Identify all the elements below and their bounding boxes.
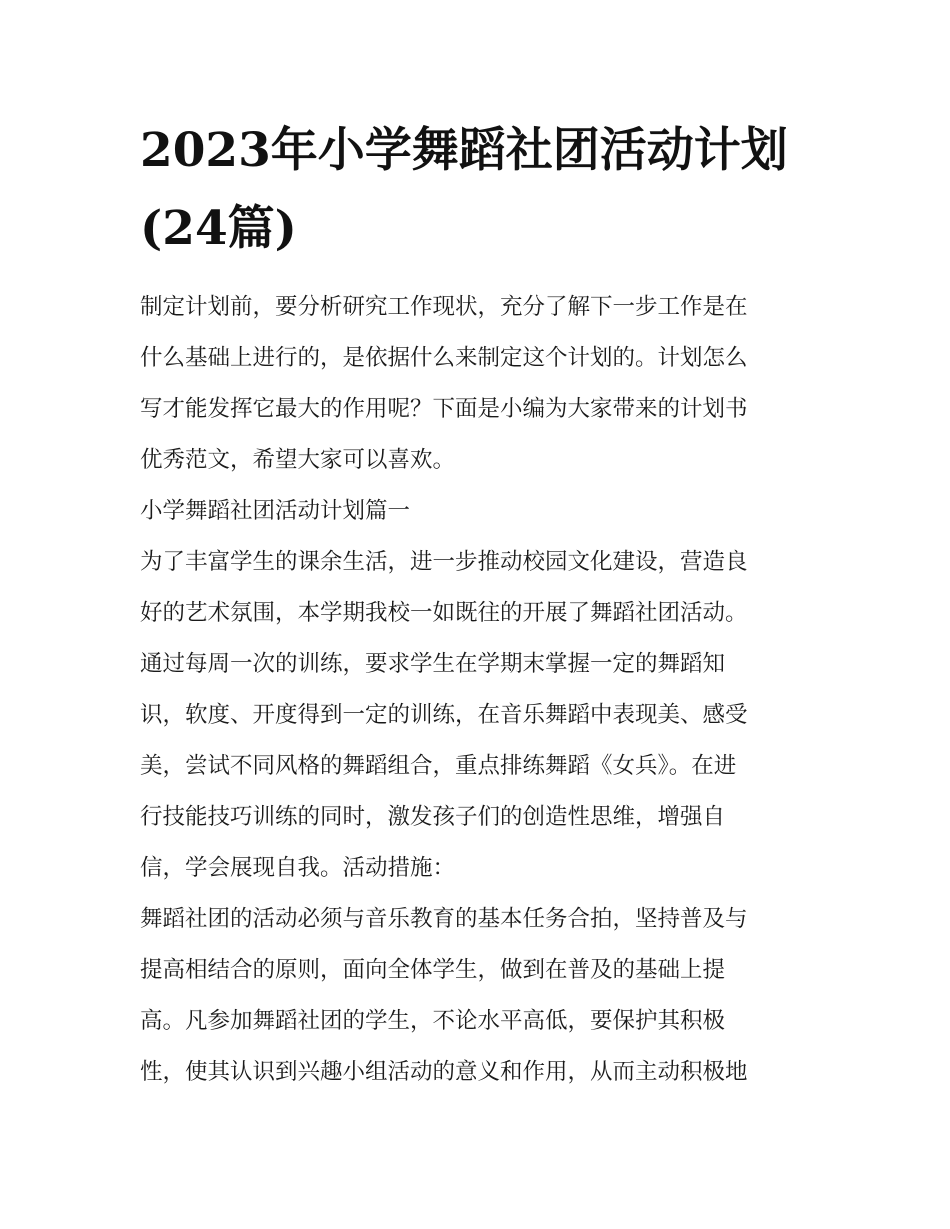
text-line: 识，软度、开度得到一定的训练，在音乐舞蹈中表现美、感受 [140, 702, 748, 728]
text-line: 信，学会展现自我。活动措施： [140, 855, 456, 881]
text-line: 制定计划前，要分析研究工作现状，充分了解下一步工作是在 [140, 294, 748, 320]
text-line: 小学舞蹈社团活动计划篇一 [140, 498, 411, 524]
document-title [140, 112, 812, 268]
text-line: 写才能发挥它最大的作用呢？下面是小编为大家带来的计划书 [140, 396, 748, 422]
text-line: 优秀范文，希望大家可以喜欢。 [140, 447, 456, 473]
title-line: (24篇) [140, 201, 297, 256]
body-paragraph-2 [140, 894, 812, 1098]
title-line: 2023年小学舞蹈社团活动计划 [140, 123, 788, 178]
body-paragraph-1 [140, 537, 812, 894]
intro-paragraph [140, 282, 812, 486]
text-line: 舞蹈社团的活动必须与音乐教育的基本任务合拍，坚持普及与 [140, 906, 748, 932]
text-line: 性，使其认识到兴趣小组活动的意义和作用，从而主动积极地 [140, 1059, 748, 1085]
text-line: 好的艺术氛围，本学期我校一如既往的开展了舞蹈社团活动。 [140, 600, 748, 626]
text-line: 高。凡参加舞蹈社团的学生，不论水平高低，要保护其积极 [140, 1008, 726, 1034]
text-line: 提高相结合的原则，面向全体学生，做到在普及的基础上提 [140, 957, 726, 983]
text-line: 美，尝试不同风格的舞蹈组合，重点排练舞蹈《女兵》。在进 [140, 753, 737, 779]
text-line: 什么基础上进行的，是依据什么来制定这个计划的。计划怎么 [140, 345, 748, 371]
document-content [140, 112, 812, 1098]
text-line: 为了丰富学生的课余生活，进一步推动校园文化建设，营造良 [140, 549, 748, 575]
text-line: 通过每周一次的训练，要求学生在学期末掌握一定的舞蹈知 [140, 651, 726, 677]
text-line: 行技能技巧训练的同时，激发孩子们的创造性思维，增强自 [140, 804, 726, 830]
section-heading [140, 486, 812, 537]
